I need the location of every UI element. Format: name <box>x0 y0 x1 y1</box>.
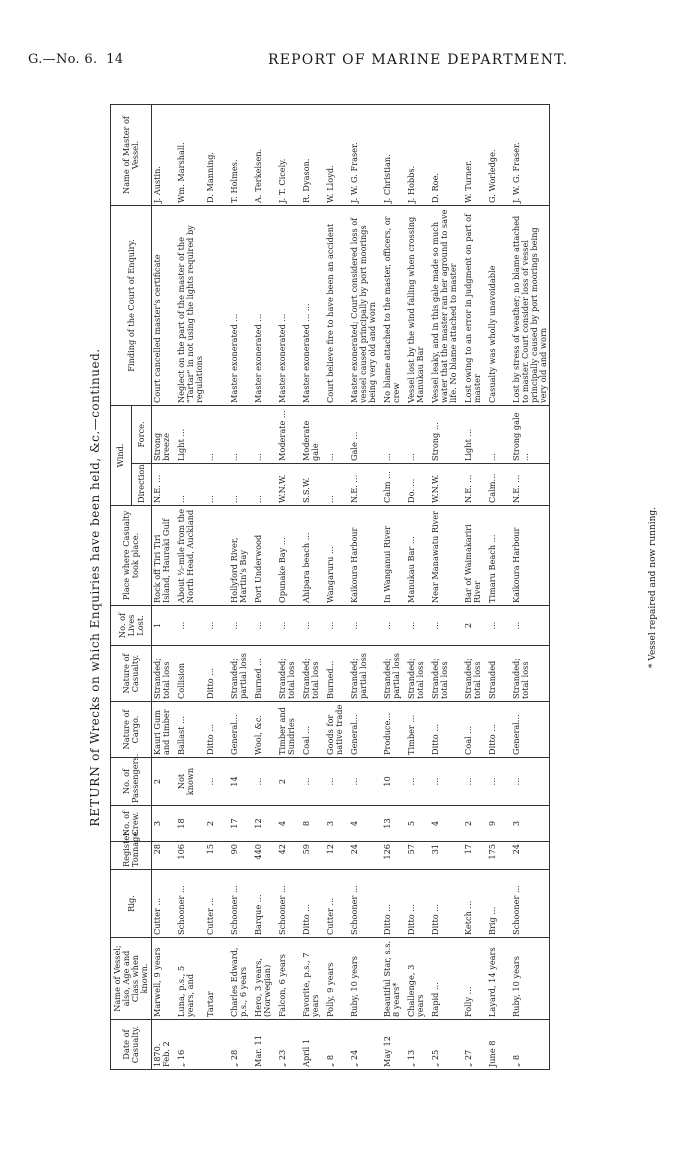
cell-vessel: Charles Edward, p.s., 6 years <box>229 938 253 1020</box>
cell-tonnage: 12 <box>325 842 349 870</box>
cell-direction: W.N.W. <box>277 464 301 506</box>
cell-lives: ... <box>253 606 277 646</box>
cell-date: Mar. 11 <box>253 1020 277 1070</box>
cell-casualty: Stranded; total loss <box>511 646 550 702</box>
cell-crew: 8 <box>301 806 325 842</box>
cell-vessel: Ruby, 10 years <box>511 938 550 1020</box>
cell-direction: ... <box>176 464 205 506</box>
cell-master: J. W. G. Fraser. <box>349 104 378 205</box>
cell-rig: Barque ... <box>253 870 277 938</box>
cell-direction: S.S.W. <box>301 464 325 506</box>
caption-text: of Wrecks on which Enquiries have been held, &c.—continued. <box>88 348 102 761</box>
col-lives: No. of Lives Lost. <box>111 606 152 646</box>
cell-master: D. Manning. <box>205 104 229 205</box>
table-row <box>176 104 205 1069</box>
table-row <box>229 104 253 1069</box>
table-row <box>205 104 229 1069</box>
cell-tonnage: 175 <box>487 842 511 870</box>
cell-lives: ... <box>176 606 205 646</box>
cell-tonnage: 57 <box>406 842 430 870</box>
cell-vessel: Challenge, 3 years <box>406 938 430 1020</box>
cell-place: Manukau Bar ... <box>406 506 430 606</box>
cell-finding: No blame attached to the master, officers, or crew <box>382 205 406 405</box>
cell-tonnage: 17 <box>463 842 487 870</box>
page-reference: G.—No. 6. 14 <box>28 52 124 67</box>
cell-rig: Schooner ... <box>349 870 378 938</box>
col-wind-force: Force. <box>131 405 152 463</box>
cell-master: J. Christian. <box>382 104 406 205</box>
cell-master: J. T. Cicely. <box>277 104 301 205</box>
rotated-content <box>88 95 678 1080</box>
cell-vessel: Ruby, 10 years <box>349 938 378 1020</box>
table-caption <box>88 95 102 1080</box>
col-place: Place where Casualty took place. <box>111 506 152 606</box>
cell-force: ... <box>487 405 511 463</box>
cell-master: Wm. Marshall. <box>176 104 205 205</box>
col-rig: Rig. <box>111 870 152 938</box>
cell-vessel: Folly ... <box>463 938 487 1020</box>
cell-master: G. Worledge. <box>487 104 511 205</box>
cell-place: Rock off Tiri Tiri Island, Hauraki Gulf <box>152 506 177 606</box>
cell-master: A. Terkelsen. <box>253 104 277 205</box>
cell-cargo: Ditto ... <box>487 702 511 758</box>
cell-crew: 9 <box>487 806 511 842</box>
cell-lives: ... <box>406 606 430 646</box>
cell-casualty: Stranded; total loss <box>406 646 430 702</box>
cell-date: April 1 <box>301 1020 325 1070</box>
cell-tonnage: 42 <box>277 842 301 870</box>
cell-vessel: Beautiful Star, s.s. 8 years* <box>382 938 406 1020</box>
cell-passengers: ... <box>325 758 349 806</box>
cell-vessel: Hero, 3 years, (Norwegian) <box>253 938 277 1020</box>
col-master: Name of Master of Vessel. <box>111 104 152 205</box>
cell-rig: Cutter ... <box>325 870 349 938</box>
cell-passengers: 14 <box>229 758 253 806</box>
cell-cargo: Coal ... <box>463 702 487 758</box>
cell-crew: 3 <box>152 806 177 842</box>
cell-rig: Schooner ... <box>277 870 301 938</box>
cell-crew: 4 <box>349 806 378 842</box>
cell-passengers: 2 <box>277 758 301 806</box>
cell-master: W. Lloyd. <box>325 104 349 205</box>
cell-date: „ 28 <box>229 1020 253 1070</box>
cell-passengers: ... <box>349 758 378 806</box>
cell-force: Light ... <box>176 405 205 463</box>
cell-finding: Casualty was wholly unavoidable <box>487 205 511 405</box>
cell-rig: Ketch ... <box>463 870 487 938</box>
cell-tonnage: 15 <box>205 842 229 870</box>
table-row <box>301 104 325 1069</box>
cell-finding: Master exonerated ... <box>253 205 277 405</box>
cell-direction: N.E. ... <box>511 464 550 506</box>
cell-vessel: Layard, 14 years <box>487 938 511 1020</box>
cell-place: Ahipara beach ... <box>301 506 325 606</box>
cell-finding: Master exonerated ... ... <box>301 205 325 405</box>
cell-passengers: ... <box>205 758 229 806</box>
cell-rig: Schooner ... <box>176 870 205 938</box>
cell-passengers: 2 <box>152 758 177 806</box>
cell-rig: Ditto ... <box>382 870 406 938</box>
cell-vessel: Tartar <box>205 938 229 1020</box>
cell-lives: ... <box>430 606 459 646</box>
cell-finding: Lost owing to an error in judgment on part of master <box>463 205 487 405</box>
cell-lives: ... <box>325 606 349 646</box>
col-tonnage: Register Tonnage. <box>111 842 152 870</box>
cell-force: Light ... <box>463 405 487 463</box>
cell-finding: Vessel lost by the wind falling when crossing Manukau Bar <box>406 205 430 405</box>
cell-cargo: Ditto ... <box>430 702 459 758</box>
col-wind-direction: Direction <box>131 464 152 506</box>
cell-master: R. Dyason. <box>301 104 325 205</box>
wrecks-table <box>110 104 550 1070</box>
cell-force: ... <box>229 405 253 463</box>
cell-lives: ... <box>301 606 325 646</box>
cell-date: „ 13 <box>406 1020 430 1070</box>
col-date: Date of Casualty. <box>111 1020 152 1070</box>
cell-vessel: Luna, p.s., 5 years, and <box>176 938 205 1020</box>
table-row <box>349 104 378 1069</box>
cell-tonnage: 59 <box>301 842 325 870</box>
table-row <box>406 104 430 1069</box>
cell-cargo: Timber ... <box>406 702 430 758</box>
cell-cargo: General... <box>229 702 253 758</box>
cell-date: „ 25 <box>430 1020 459 1070</box>
table-row <box>430 104 459 1069</box>
col-casualty: Nature of Casualty. <box>111 646 152 702</box>
cell-casualty: Ditto ... <box>205 646 229 702</box>
cell-finding: Vessel leaky, and in this gale made so much water that the master ran her aground to save life. No blame attached to master <box>430 205 459 405</box>
cell-lives: ... <box>487 606 511 646</box>
cell-casualty: Stranded; total loss <box>277 646 301 702</box>
cell-crew: 5 <box>406 806 430 842</box>
cell-cargo: Timber and Sundries <box>277 702 301 758</box>
cell-year: 1870. <box>152 1043 163 1067</box>
cell-place: Timaru Beach ... <box>487 506 511 606</box>
cell-tonnage: 24 <box>511 842 550 870</box>
cell-crew: 2 <box>463 806 487 842</box>
col-vessel: Name of Vessel; also, Age and Class when known. <box>111 938 152 1020</box>
cell-direction: Do. ... <box>406 464 430 506</box>
cell-place: In Wanganui River <box>382 506 406 606</box>
table-row <box>277 104 301 1069</box>
cell-direction: Calm... <box>487 464 511 506</box>
cell-tonnage: 126 <box>382 842 406 870</box>
cell-casualty: Stranded; total loss <box>152 646 177 702</box>
cell-finding: Court believe fire to have been an accident <box>325 205 349 405</box>
cell-rig: Brig ... <box>487 870 511 938</box>
cell-vessel: Favorite, p.s., 7 years <box>301 938 325 1020</box>
cell-passengers: ... <box>511 758 550 806</box>
cell-date: „ 16 <box>176 1020 205 1070</box>
cell-finding: Master exonerated ... <box>229 205 253 405</box>
cell-crew: 2 <box>205 806 229 842</box>
cell-rig: Cutter ... <box>205 870 229 938</box>
cell-master: J. W. G. Fraser. <box>511 104 550 205</box>
cell-rig: Ditto ... <box>430 870 459 938</box>
cell-passengers: ... <box>406 758 430 806</box>
cell-direction: Calm ... <box>382 464 406 506</box>
cell-date: „ 23 <box>277 1020 301 1070</box>
cell-force: Strong gale ... <box>511 405 550 463</box>
cell-date: June 8 <box>487 1020 511 1070</box>
cell-vessel: Marwell, 9 years <box>152 938 177 1020</box>
cell-passengers: ... <box>487 758 511 806</box>
cell-tonnage: 24 <box>349 842 378 870</box>
cell-direction: N.E. ... <box>152 464 177 506</box>
cell-place: Opunake Bay ... <box>277 506 301 606</box>
table-row <box>382 104 406 1069</box>
cell-force: ... <box>406 405 430 463</box>
cell-passengers: 10 <box>382 758 406 806</box>
cell-lives: ... <box>229 606 253 646</box>
cell-direction: ... <box>253 464 277 506</box>
cell-force: Moderate ... <box>277 405 301 463</box>
cell-finding: Master exonerated; Court considered loss of vessel caused principally by port moorings being very old and worn <box>349 205 378 405</box>
cell-cargo: General... <box>511 702 550 758</box>
cell-vessel: Polly, 9 years <box>325 938 349 1020</box>
cell-force: ... <box>205 405 229 463</box>
cell-cargo: Kauri Gum and timber <box>152 702 177 758</box>
table-row <box>463 104 487 1069</box>
cell-finding: Master exonerated ... <box>277 205 301 405</box>
cell-cargo: General... <box>349 702 378 758</box>
cell-vessel: Falcon, 6 years <box>277 938 301 1020</box>
cell-direction: ... <box>205 464 229 506</box>
cell-lives: ... <box>277 606 301 646</box>
cell-passengers: ... <box>301 758 325 806</box>
cell-rig: Schooner ... <box>229 870 253 938</box>
cell-crew: 12 <box>253 806 277 842</box>
cell-crew: 3 <box>511 806 550 842</box>
cell-direction: ... <box>229 464 253 506</box>
cell-date: „ 8 <box>511 1020 550 1070</box>
table-body <box>152 104 550 1069</box>
col-cargo: Nature of Cargo. <box>111 702 152 758</box>
cell-cargo: Wool, &c. <box>253 702 277 758</box>
cell-date: „ 27 <box>463 1020 487 1070</box>
cell-master: W. Turner. <box>463 104 487 205</box>
col-crew: No. of Crew. <box>111 806 152 842</box>
cell-rig: Ditto ... <box>406 870 430 938</box>
cell-force: Strong ... <box>430 405 459 463</box>
cell-finding: Neglect on the part of the master of the "Tartar" in not using the lights required by regulations <box>176 205 205 405</box>
cell-master: J. Hobbs. <box>406 104 430 205</box>
cell-rig: Ditto ... <box>301 870 325 938</box>
cell-place: Wangaruru ... <box>325 506 349 606</box>
cell-place: Near Manawatu River <box>430 506 459 606</box>
cell-crew: 3 <box>325 806 349 842</box>
cell-rig: Cutter ... <box>152 870 177 938</box>
cell-rig: Schooner ... <box>511 870 550 938</box>
cell-vessel: Rapid ... <box>430 938 459 1020</box>
cell-lives: ... <box>349 606 378 646</box>
cell-crew: 18 <box>176 806 205 842</box>
col-finding: Finding of the Court of Enquiry. <box>111 205 152 405</box>
cell-master: D. Roe. <box>430 104 459 205</box>
caption-main: RETURN <box>88 765 102 827</box>
cell-date <box>152 1020 177 1070</box>
cell-casualty: Stranded; partial loss <box>382 646 406 702</box>
cell-lives: ... <box>205 606 229 646</box>
cell-casualty: Stranded <box>487 646 511 702</box>
table-row <box>511 104 550 1069</box>
cell-date: May 12 <box>382 1020 406 1070</box>
page-title: REPORT OF MARINE DEPARTMENT. <box>268 52 569 68</box>
cell-finding: Lost by stress of weather; no blame attached to master. Court consider loss of vessel principally caused by port moorings being very old and worn <box>511 205 550 405</box>
cell-place: Kaikoura Harbour <box>511 506 550 606</box>
cell-finding <box>205 205 229 405</box>
cell-master: J. Austin. <box>152 104 177 205</box>
cell-place: Kaikoura Harbour <box>349 506 378 606</box>
col-passengers: No. of Passengers. <box>111 758 152 806</box>
cell-force: Gale ... <box>349 405 378 463</box>
cell-passengers: ... <box>463 758 487 806</box>
cell-passengers: ... <box>430 758 459 806</box>
cell-casualty: Burned... <box>325 646 349 702</box>
cell-date: „ 24 <box>349 1020 378 1070</box>
cell-place <box>205 506 229 606</box>
cell-lives: ... <box>382 606 406 646</box>
cell-direction: N.E. ... <box>463 464 487 506</box>
cell-casualty: Stranded; partial loss <box>229 646 253 702</box>
cell-passengers: ... <box>253 758 277 806</box>
cell-date <box>205 1020 229 1070</box>
cell-crew: 13 <box>382 806 406 842</box>
cell-tonnage: 31 <box>430 842 459 870</box>
cell-direction: ... <box>325 464 349 506</box>
cell-force: ... <box>382 405 406 463</box>
cell-casualty: Burned ... <box>253 646 277 702</box>
table-row <box>325 104 349 1069</box>
cell-tonnage: 440 <box>253 842 277 870</box>
cell-passengers: Not known <box>176 758 205 806</box>
cell-date-value: Feb. 2 <box>161 1041 172 1067</box>
cell-tonnage: 28 <box>152 842 177 870</box>
cell-casualty: Stranded; total loss <box>430 646 459 702</box>
cell-casualty: Collision <box>176 646 205 702</box>
cell-lives: 2 <box>463 606 487 646</box>
cell-direction: N.E. ... <box>349 464 378 506</box>
page-header <box>28 52 668 74</box>
cell-tonnage: 106 <box>176 842 205 870</box>
cell-force: ... <box>253 405 277 463</box>
cell-date: „ 8 <box>325 1020 349 1070</box>
cell-cargo: Ditto ... <box>205 702 229 758</box>
table-row <box>487 104 511 1069</box>
cell-crew: 4 <box>277 806 301 842</box>
footnote: * Vessel repaired and now running. <box>648 506 658 669</box>
cell-place: Hollyford River, Martin's Bay <box>229 506 253 606</box>
cell-force: ... <box>325 405 349 463</box>
cell-force: Moderate gale <box>301 405 325 463</box>
table-row <box>152 104 177 1069</box>
cell-crew: 17 <box>229 806 253 842</box>
cell-force: Strong breeze <box>152 405 177 463</box>
cell-tonnage: 90 <box>229 842 253 870</box>
cell-casualty: Stranded; partial loss <box>349 646 378 702</box>
cell-lives: 1 <box>152 606 177 646</box>
cell-direction: W.N.W. <box>430 464 459 506</box>
cell-casualty: Stranded; total loss <box>301 646 325 702</box>
table-row <box>253 104 277 1069</box>
cell-finding: Court cancelled master's certificate <box>152 205 177 405</box>
cell-cargo: Goods for native trade <box>325 702 349 758</box>
cell-cargo: Ballast ... <box>176 702 205 758</box>
cell-place: Bar of Waimakariri River <box>463 506 487 606</box>
col-wind: Wind. <box>111 405 132 505</box>
rotated-table-area <box>88 95 678 1080</box>
cell-master: T. Holmes. <box>229 104 253 205</box>
cell-cargo: Produce... <box>382 702 406 758</box>
cell-place: Port Underwood <box>253 506 277 606</box>
cell-lives: ... <box>511 606 550 646</box>
cell-casualty: Stranded; total loss <box>463 646 487 702</box>
cell-cargo: Coal ... <box>301 702 325 758</box>
cell-place: About ½-mile from the North Head, Auckland <box>176 506 205 606</box>
cell-crew: 4 <box>430 806 459 842</box>
